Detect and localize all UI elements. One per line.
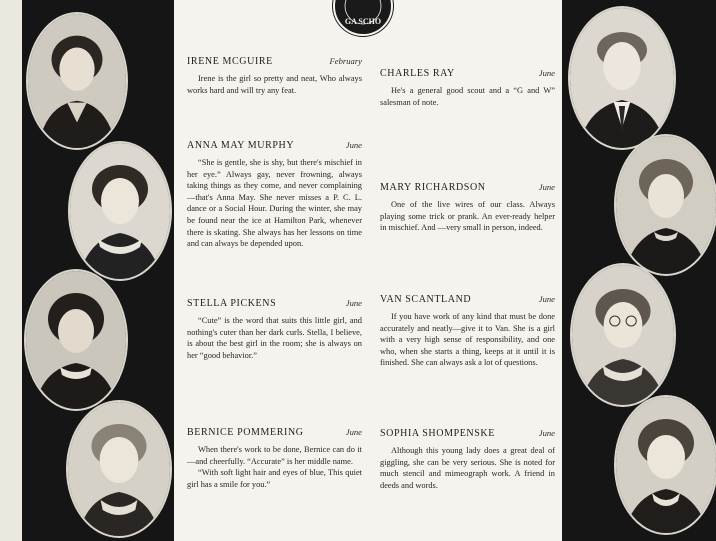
graduation-month: June: [538, 428, 555, 438]
student-bio: If you have work of any kind that must be done accurately and neatly—give it to Van. She is a girl with a very high sense of responsibility, and one who, when she starts a thing, keeps at it until it is finished. She can always ask a lot of questions.: [380, 312, 555, 368]
page-margin: [0, 0, 22, 541]
portrait-van-scantland: [570, 263, 676, 407]
student-name: MARY RICHARDSON: [380, 182, 486, 193]
student-name: CHARLES RAY: [380, 68, 455, 79]
student-name: IRENE MCGUIRE: [187, 56, 273, 67]
student-bio: One of the live wires of our class. Always playing some trick or prank. An ever-ready helper in mischief. And —very small in person, indeed.: [380, 200, 555, 233]
entry-stella-pickens: [187, 298, 362, 361]
graduation-month: June: [345, 140, 362, 150]
school-seal: [333, 0, 393, 36]
portrait-irene-mcguire: [26, 12, 128, 150]
student-bio: “She is gentle, she is shy, but there's mischief in her eye.” Always gay, never frowning, always taking things as they come, and never complaining—that's Anna May. She never misses a P. C. L. dance or a Social Hour. During the winter, she may be found near the ice at Hamilton Park, whenever there is skating. She always has her lessons on time and can always be depended upon.: [187, 158, 362, 249]
portrait-sophia-shompenske: [614, 395, 716, 535]
student-name: BERNICE POMMERING: [187, 427, 304, 438]
entry-anna-may-murphy: [187, 140, 362, 250]
entry-van-scantland: [380, 294, 555, 369]
student-bio: Although this young lady does a great deal of giggling, she can be very serious. She is noted for much stencil and mimeograph work. A friend in deeds and words.: [380, 446, 555, 490]
graduation-month: June: [538, 182, 555, 192]
graduation-month: June: [538, 294, 555, 304]
student-bio: “Cute” is the word that suits this little girl, and nothing's cuter than her dark curls. Stella, I believe, is about the best girl in the room; she is always on her “good behavior.”: [187, 316, 362, 360]
portrait-stella-pickens: [24, 269, 128, 411]
entry-charles-ray: [380, 68, 555, 108]
entry-irene-mcguire: [187, 56, 362, 96]
portrait-mary-richardson: [614, 134, 716, 276]
svg-text:GA SCHO: GA SCHO: [344, 17, 382, 26]
entry-sophia-shompenske: [380, 428, 555, 491]
student-name: STELLA PICKENS: [187, 298, 277, 309]
entry-bernice-pommering: [187, 427, 362, 490]
student-bio: Irene is the girl so pretty and neat, Who always works hard and will try any feat.: [187, 74, 362, 95]
graduation-month: June: [345, 427, 362, 437]
student-name: VAN SCANTLAND: [380, 294, 472, 305]
student-bio: When there's work to be done, Bernice can do it—and cheerfully. “Accurate” is her middle name. “With soft light hair and eyes of blue, This quiet girl has a smile for you.”: [187, 445, 362, 489]
graduation-month: June: [538, 68, 555, 78]
portrait-charles-ray: [568, 6, 676, 150]
portrait-anna-may-murphy: [68, 141, 172, 281]
entry-mary-richardson: [380, 182, 555, 234]
student-name: ANNA MAY MURPHY: [187, 140, 295, 151]
student-name: SOPHIA SHOMPENSKE: [380, 428, 495, 439]
graduation-month: February: [329, 56, 362, 66]
student-bio: He's a general good scout and a “G and W” salesman of note.: [380, 86, 555, 107]
portrait-bernice-pommering: [66, 400, 172, 538]
graduation-month: June: [345, 298, 362, 308]
